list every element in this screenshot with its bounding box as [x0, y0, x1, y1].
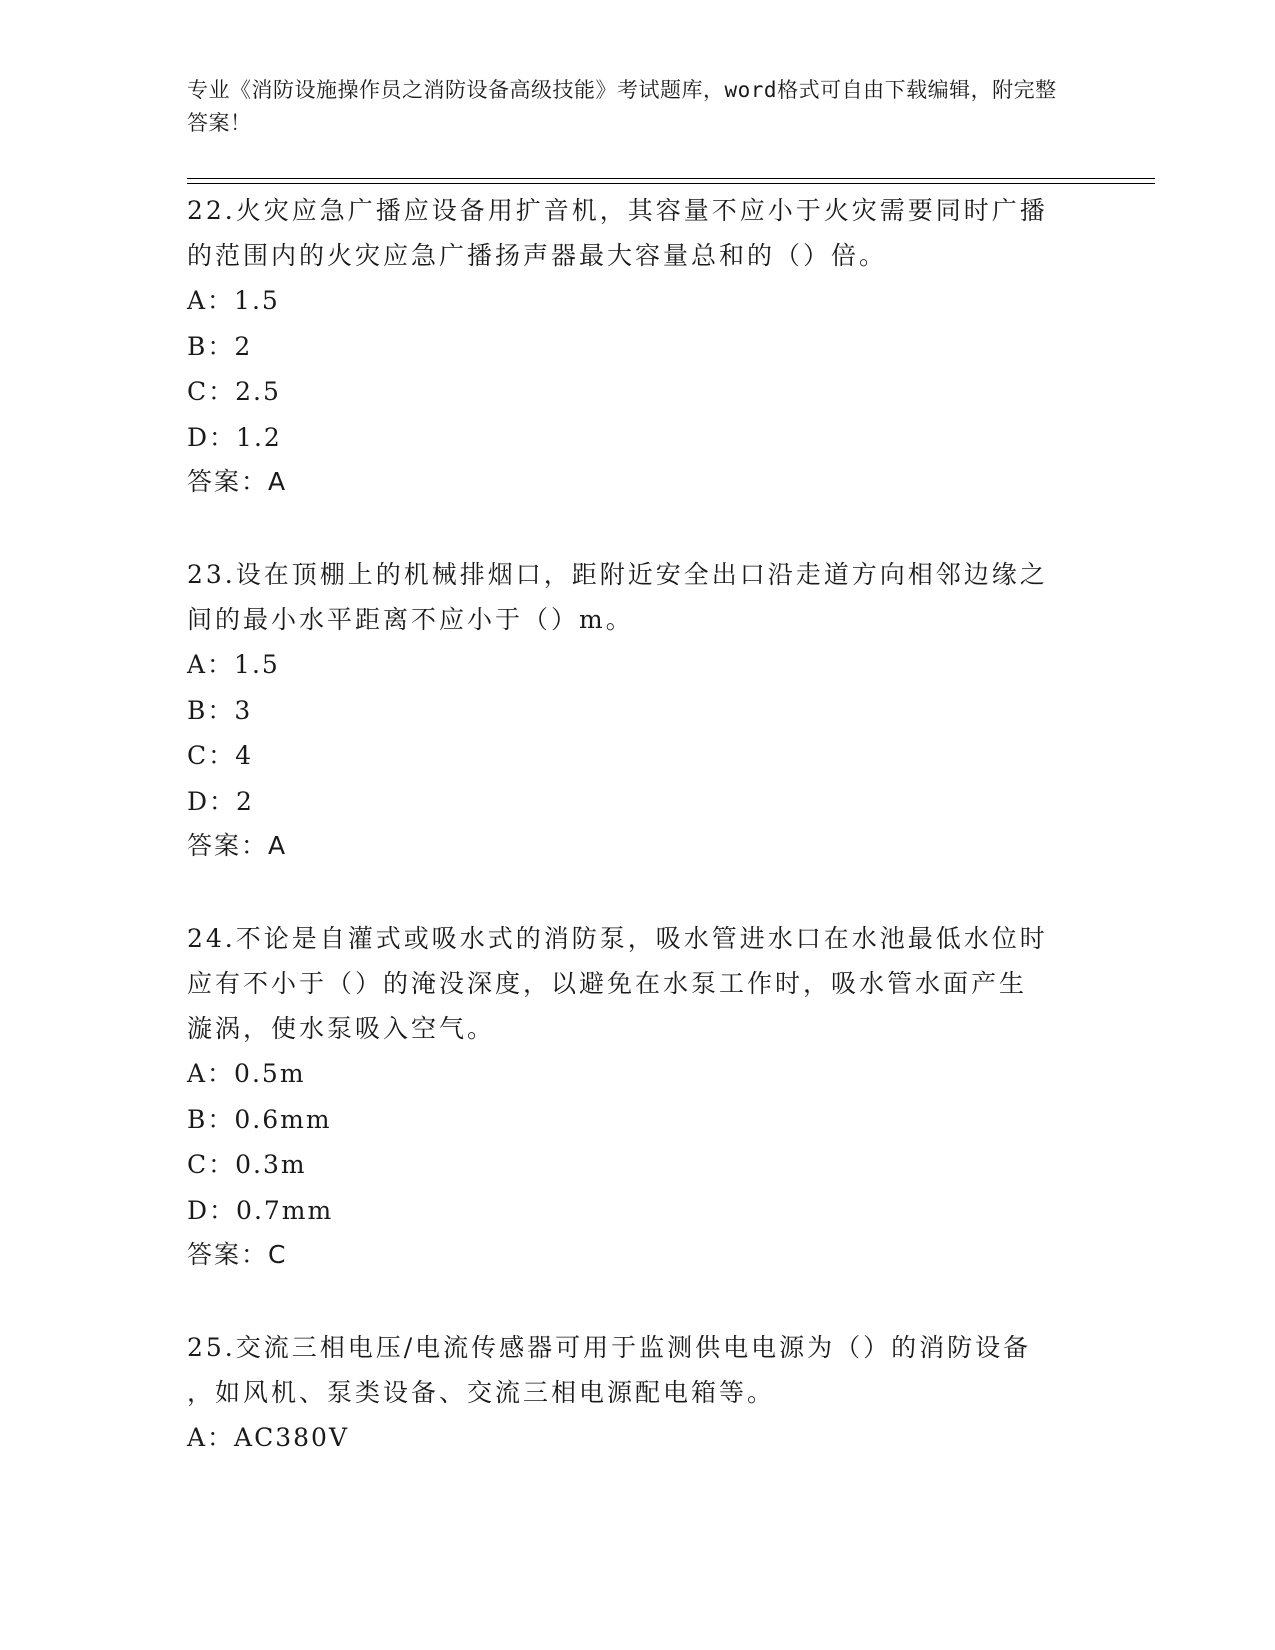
option-b: B：3	[187, 695, 253, 725]
answer: 答案：A	[187, 467, 288, 496]
question-text-line: 22.火灾应急广播应设备用扩音机，其容量不应小于火灾需要同时广播	[187, 196, 1048, 225]
option-d: D：1.2	[187, 422, 282, 452]
question-text-line: 间的最小水平距离不应小于（）m。	[187, 605, 634, 634]
option-a: A：1.5	[187, 650, 280, 679]
option-c: C：2.5	[187, 377, 281, 406]
answer: 答案：A	[187, 831, 288, 860]
question-text-line: 24.不论是自灌式或吸水式的消防泵，吸水管进水口在水池最低水位时	[187, 924, 1048, 953]
option-c: C：4	[187, 741, 254, 770]
answer: 答案：C	[187, 1240, 288, 1269]
question-text-line: 23.设在顶棚上的机械排烟口，距附近安全出口沿走道方向相邻边缘之	[187, 560, 1048, 589]
option-a: A：AC380V	[187, 1423, 350, 1452]
option-b: B：0.6mm	[187, 1104, 332, 1134]
question-22	[187, 188, 1087, 504]
option-b: B：2	[187, 331, 253, 361]
question-text-line: 应有不小于（）的淹没深度，以避免在水泵工作时，吸水管水面产生	[187, 969, 1028, 998]
option-a: A：1.5	[187, 286, 280, 315]
question-23	[187, 552, 1087, 868]
question-text-line: 的范围内的火灾应急广播扬声器最大容量总和的（）倍。	[187, 241, 888, 270]
document-header: 专业《消防设施操作员之消防设备高级技能》考试题库，word格式可自由下载编辑，附完整答案！	[187, 78, 1057, 135]
header-divider-bottom	[187, 183, 1155, 184]
option-a: A：0.5m	[187, 1059, 306, 1088]
header-divider-top	[187, 178, 1155, 179]
option-d: D：0.7mm	[187, 1195, 334, 1225]
option-c: C：0.3m	[187, 1150, 307, 1179]
question-24	[187, 916, 1087, 1277]
option-d: D：2	[187, 786, 254, 816]
question-text-line: ，如风机、泵类设备、交流三相电源配电箱等。	[187, 1378, 776, 1407]
question-text-line: 漩涡，使水泵吸入空气。	[187, 1014, 496, 1043]
question-25	[187, 1325, 1087, 1461]
question-text-line: 25.交流三相电压/电流传感器可用于监测供电电源为（）的消防设备	[187, 1333, 1032, 1362]
